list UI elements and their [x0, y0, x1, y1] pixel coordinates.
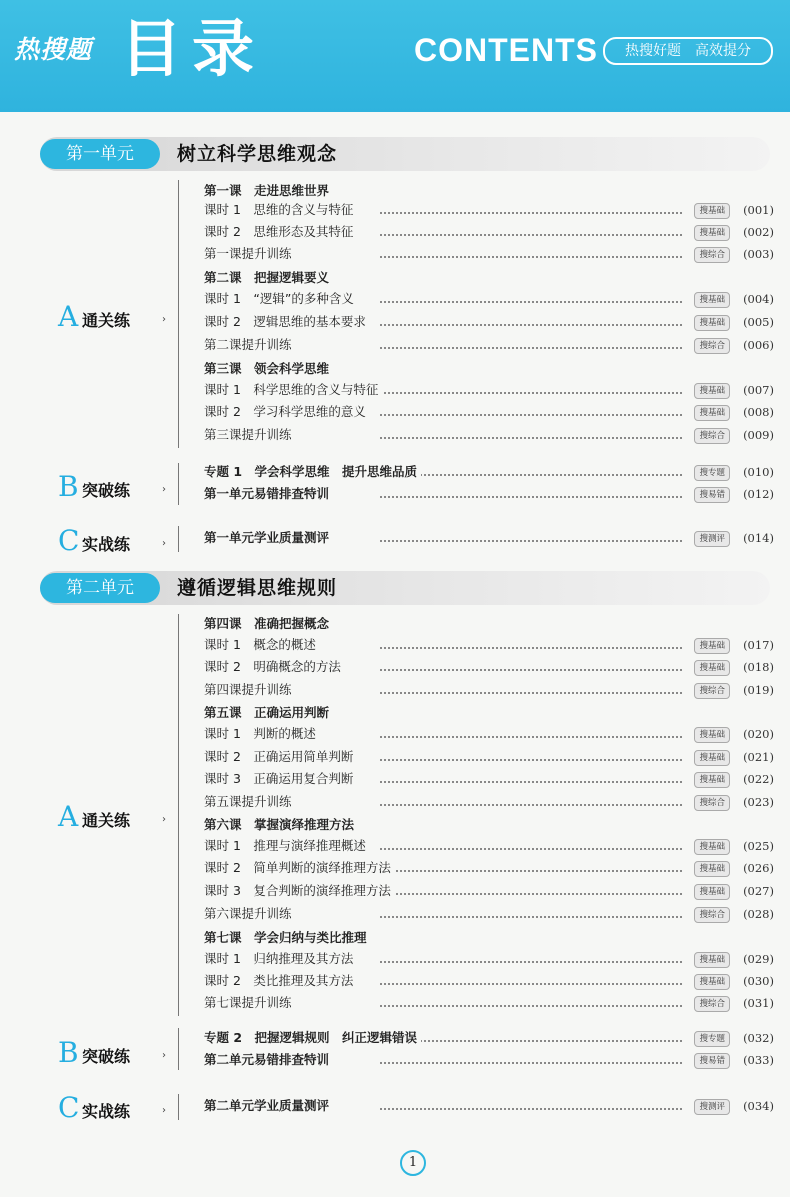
- entry-label: 课时 1 思维的含义与特征: [204, 200, 357, 220]
- entry-label: 课时 2 类比推理及其方法: [204, 971, 357, 991]
- unit-2-title: 遵循逻辑思维规则: [177, 577, 338, 599]
- entry-tag: 搜基础: [694, 225, 730, 241]
- entry-tag: 搜基础: [694, 750, 730, 766]
- entry-label: 课时 1 概念的概述: [204, 635, 320, 655]
- lesson-heading: 第三课 领会科学思维: [204, 361, 330, 376]
- entry-tag: 搜基础: [694, 974, 730, 990]
- entry-tag: 搜综合: [694, 795, 730, 811]
- entry-label: 第一单元学业质量测评: [204, 528, 333, 548]
- toc-entry[interactable]: [204, 881, 774, 901]
- entry-label: 第二课提升训练: [204, 335, 296, 355]
- dot-leader: [380, 904, 682, 918]
- chevron-right-icon: ›: [162, 1050, 166, 1061]
- entry-page: (010): [743, 465, 774, 479]
- dot-leader: [380, 289, 682, 303]
- page-number: 1: [400, 1150, 426, 1176]
- entry-tag: 搜基础: [694, 638, 730, 654]
- entry-label: 课时 1 归纳推理及其方法: [204, 949, 357, 969]
- entry-tag: 搜基础: [694, 292, 730, 308]
- toc-entry[interactable]: [204, 792, 774, 812]
- entry-tag: 搜综合: [694, 338, 730, 354]
- entry-tag: 搜综合: [694, 683, 730, 699]
- section-name: 实战练: [82, 535, 131, 554]
- entry-page: (003): [743, 247, 774, 261]
- divider-line: [178, 1028, 179, 1070]
- section-name: 通关练: [82, 811, 131, 830]
- entry-page: (021): [743, 750, 774, 764]
- entry-page: (001): [743, 203, 774, 217]
- entry-tag: 搜综合: [694, 247, 730, 263]
- divider-line: [178, 180, 179, 448]
- toc-entry[interactable]: [204, 680, 774, 700]
- entry-label: 课时 2 思维形态及其特征: [204, 222, 357, 242]
- entry-page: (002): [743, 225, 774, 239]
- dot-leader: [380, 402, 682, 416]
- toc-entry[interactable]: [204, 335, 774, 355]
- page-title: 目录: [120, 12, 265, 85]
- chevron-right-icon: ›: [162, 814, 166, 825]
- entry-label: 第一单元易错排查特训: [204, 484, 333, 504]
- entry-label: 课时 2 逻辑思维的基本要求: [204, 312, 370, 332]
- dot-leader: [380, 724, 682, 738]
- dot-leader: [380, 993, 682, 1007]
- entry-page: (012): [743, 487, 774, 501]
- entry-tag: 搜易错: [694, 1053, 730, 1069]
- entry-page: (005): [743, 315, 774, 329]
- slogan-badge: 热搜好题 高效提分: [603, 37, 773, 65]
- entry-page: (025): [743, 839, 774, 853]
- entry-label: 课时 1 “逻辑”的多种含义: [204, 289, 358, 309]
- entry-page: (033): [743, 1053, 774, 1067]
- toc-entry[interactable]: [204, 747, 774, 767]
- entry-label: 第四课提升训练: [204, 680, 296, 700]
- unit-1-title: 树立科学思维观念: [177, 143, 338, 165]
- entry-page: (008): [743, 405, 774, 419]
- entry-tag: 搜基础: [694, 383, 730, 399]
- entry-tag: 搜基础: [694, 405, 730, 421]
- dot-leader: [380, 769, 682, 783]
- toc-entry[interactable]: [204, 836, 774, 856]
- entry-page: (017): [743, 638, 774, 652]
- dot-leader: [380, 971, 682, 985]
- dot-leader: [380, 1028, 682, 1042]
- entry-label: 课时 1 推理与演绎推理概述: [204, 836, 370, 856]
- toc-entry[interactable]: [204, 402, 774, 422]
- entry-tag: 搜基础: [694, 315, 730, 331]
- entry-page: (029): [743, 952, 774, 966]
- entry-tag: 搜综合: [694, 996, 730, 1012]
- chevron-right-icon: ›: [162, 538, 166, 549]
- entry-label: 第五课提升训练: [204, 792, 296, 812]
- toc-entry[interactable]: [204, 312, 774, 332]
- entry-page: (027): [743, 884, 774, 898]
- toc-entry[interactable]: [204, 244, 774, 264]
- entry-tag: 搜易错: [694, 487, 730, 503]
- toc-entry[interactable]: [204, 380, 774, 400]
- entry-page: (026): [743, 861, 774, 875]
- entry-label: 第六课提升训练: [204, 904, 296, 924]
- entry-tag: 搜基础: [694, 839, 730, 855]
- toc-entry[interactable]: [204, 657, 774, 677]
- unit-2-tag: 第二单元: [40, 573, 160, 603]
- unit-2-bar: [40, 571, 770, 605]
- entry-label: 第三课提升训练: [204, 425, 296, 445]
- entry-tag: 搜基础: [694, 952, 730, 968]
- entry-tag: 搜基础: [694, 772, 730, 788]
- section-letter: C: [58, 524, 80, 557]
- entry-label: 课时 2 简单判断的演绎推理方法: [204, 858, 395, 878]
- toc-entry[interactable]: [204, 528, 774, 548]
- section-name: 通关练: [82, 311, 131, 330]
- entry-tag: 搜专题: [694, 465, 730, 481]
- dot-leader: [380, 484, 682, 498]
- dot-leader: [380, 680, 682, 694]
- entry-page: (004): [743, 292, 774, 306]
- lesson-heading: 第二课 把握逻辑要义: [204, 270, 330, 285]
- entry-label: 第七课提升训练: [204, 993, 296, 1013]
- entry-label: 课时 2 正确运用简单判断: [204, 747, 357, 767]
- dot-leader: [380, 1096, 682, 1110]
- entry-tag: 搜专题: [694, 1031, 730, 1047]
- entry-label: 专题 2 把握逻辑规则 纠正逻辑错误: [204, 1028, 421, 1048]
- toc-entry[interactable]: [204, 635, 774, 655]
- toc-entry[interactable]: [204, 1096, 774, 1116]
- entry-page: (014): [743, 531, 774, 545]
- entry-page: (020): [743, 727, 774, 741]
- divider-line: [178, 463, 179, 505]
- divider-line: [178, 526, 179, 552]
- section-letter: B: [58, 470, 79, 503]
- dot-leader: [380, 836, 682, 850]
- entry-page: (034): [743, 1099, 774, 1113]
- dot-leader: [380, 335, 682, 349]
- entry-label: 第二单元易错排查特训: [204, 1050, 333, 1070]
- dot-leader: [380, 425, 682, 439]
- entry-tag: 搜基础: [694, 660, 730, 676]
- dot-leader: [380, 222, 682, 236]
- chevron-right-icon: ›: [162, 1105, 166, 1116]
- entry-tag: 搜测评: [694, 531, 730, 547]
- entry-page: (030): [743, 974, 774, 988]
- contents-heading: CONTENTS: [414, 32, 598, 68]
- entry-page: (009): [743, 428, 774, 442]
- toc-entry[interactable]: [204, 425, 774, 445]
- dot-leader: [380, 244, 682, 258]
- dot-leader: [380, 462, 682, 476]
- entry-label: 课时 2 明确概念的方法: [204, 657, 345, 677]
- entry-tag: 搜基础: [694, 861, 730, 877]
- section-name: 突破练: [82, 1047, 131, 1066]
- section-letter: B: [58, 1036, 79, 1069]
- dot-leader: [380, 949, 682, 963]
- divider-line: [178, 1094, 179, 1120]
- entry-page: (023): [743, 795, 774, 809]
- header-banner: [0, 0, 790, 112]
- entry-page: (031): [743, 996, 774, 1010]
- lesson-heading: 第四课 准确把握概念: [204, 616, 330, 631]
- entry-label: 课时 1 判断的概述: [204, 724, 320, 744]
- toc-entry[interactable]: [204, 1050, 774, 1070]
- entry-label: 课时 1 科学思维的含义与特征: [204, 380, 382, 400]
- dot-leader: [380, 528, 682, 542]
- toc-entry[interactable]: [204, 724, 774, 744]
- entry-page: (019): [743, 683, 774, 697]
- entry-tag: 搜基础: [694, 727, 730, 743]
- divider-line: [178, 614, 179, 1016]
- entry-page: (007): [743, 383, 774, 397]
- toc-entry[interactable]: [204, 222, 774, 242]
- toc-entry[interactable]: [204, 289, 774, 309]
- section-letter: A: [58, 300, 79, 333]
- entry-label: 课时 2 学习科学思维的意义: [204, 402, 370, 422]
- entry-label: 课时 3 复合判断的演绎推理方法: [204, 881, 395, 901]
- toc-entry[interactable]: [204, 769, 774, 789]
- dot-leader: [380, 792, 682, 806]
- dot-leader: [380, 858, 682, 872]
- dot-leader: [380, 312, 682, 326]
- entry-tag: 搜测评: [694, 1099, 730, 1115]
- toc-entry[interactable]: [204, 462, 774, 482]
- toc-entry[interactable]: [204, 1028, 774, 1048]
- entry-label: 专题 1 学会科学思维 提升思维品质: [204, 462, 421, 482]
- entry-tag: 搜基础: [694, 884, 730, 900]
- unit-1-tag: 第一单元: [40, 139, 160, 169]
- toc-entry[interactable]: [204, 904, 774, 924]
- entry-tag: 搜综合: [694, 428, 730, 444]
- entry-tag: 搜综合: [694, 907, 730, 923]
- lesson-heading: 第六课 掌握演绎推理方法: [204, 817, 355, 832]
- section-letter: C: [58, 1091, 80, 1124]
- dot-leader: [380, 881, 682, 895]
- entry-tag: 搜基础: [694, 203, 730, 219]
- section-name: 实战练: [82, 1102, 131, 1121]
- dot-leader: [380, 380, 682, 394]
- toc-entry[interactable]: [204, 993, 774, 1013]
- section-name: 突破练: [82, 481, 131, 500]
- entry-page: (022): [743, 772, 774, 786]
- dot-leader: [380, 657, 682, 671]
- toc-entry[interactable]: [204, 484, 774, 504]
- entry-page: (018): [743, 660, 774, 674]
- lesson-heading: 第七课 学会归纳与类比推理: [204, 930, 367, 945]
- toc-entry[interactable]: [204, 949, 774, 969]
- entry-label: 第二单元学业质量测评: [204, 1096, 333, 1116]
- dot-leader: [380, 635, 682, 649]
- entry-label: 课时 3 正确运用复合判断: [204, 769, 357, 789]
- lesson-heading: 第一课 走进思维世界: [204, 183, 330, 198]
- dot-leader: [380, 747, 682, 761]
- entry-label: 第一课提升训练: [204, 244, 296, 264]
- chevron-right-icon: ›: [162, 484, 166, 495]
- chevron-right-icon: ›: [162, 314, 166, 325]
- dot-leader: [380, 1050, 682, 1064]
- entry-page: (032): [743, 1031, 774, 1045]
- toc-entry[interactable]: [204, 858, 774, 878]
- entry-page: (006): [743, 338, 774, 352]
- lesson-heading: 第五课 正确运用判断: [204, 705, 330, 720]
- brand-label: 热搜题: [14, 35, 93, 64]
- toc-entry[interactable]: [204, 971, 774, 991]
- section-letter: A: [58, 800, 79, 833]
- dot-leader: [380, 200, 682, 214]
- toc-entry[interactable]: [204, 200, 774, 220]
- entry-page: (028): [743, 907, 774, 921]
- unit-1-bar: [40, 137, 770, 171]
